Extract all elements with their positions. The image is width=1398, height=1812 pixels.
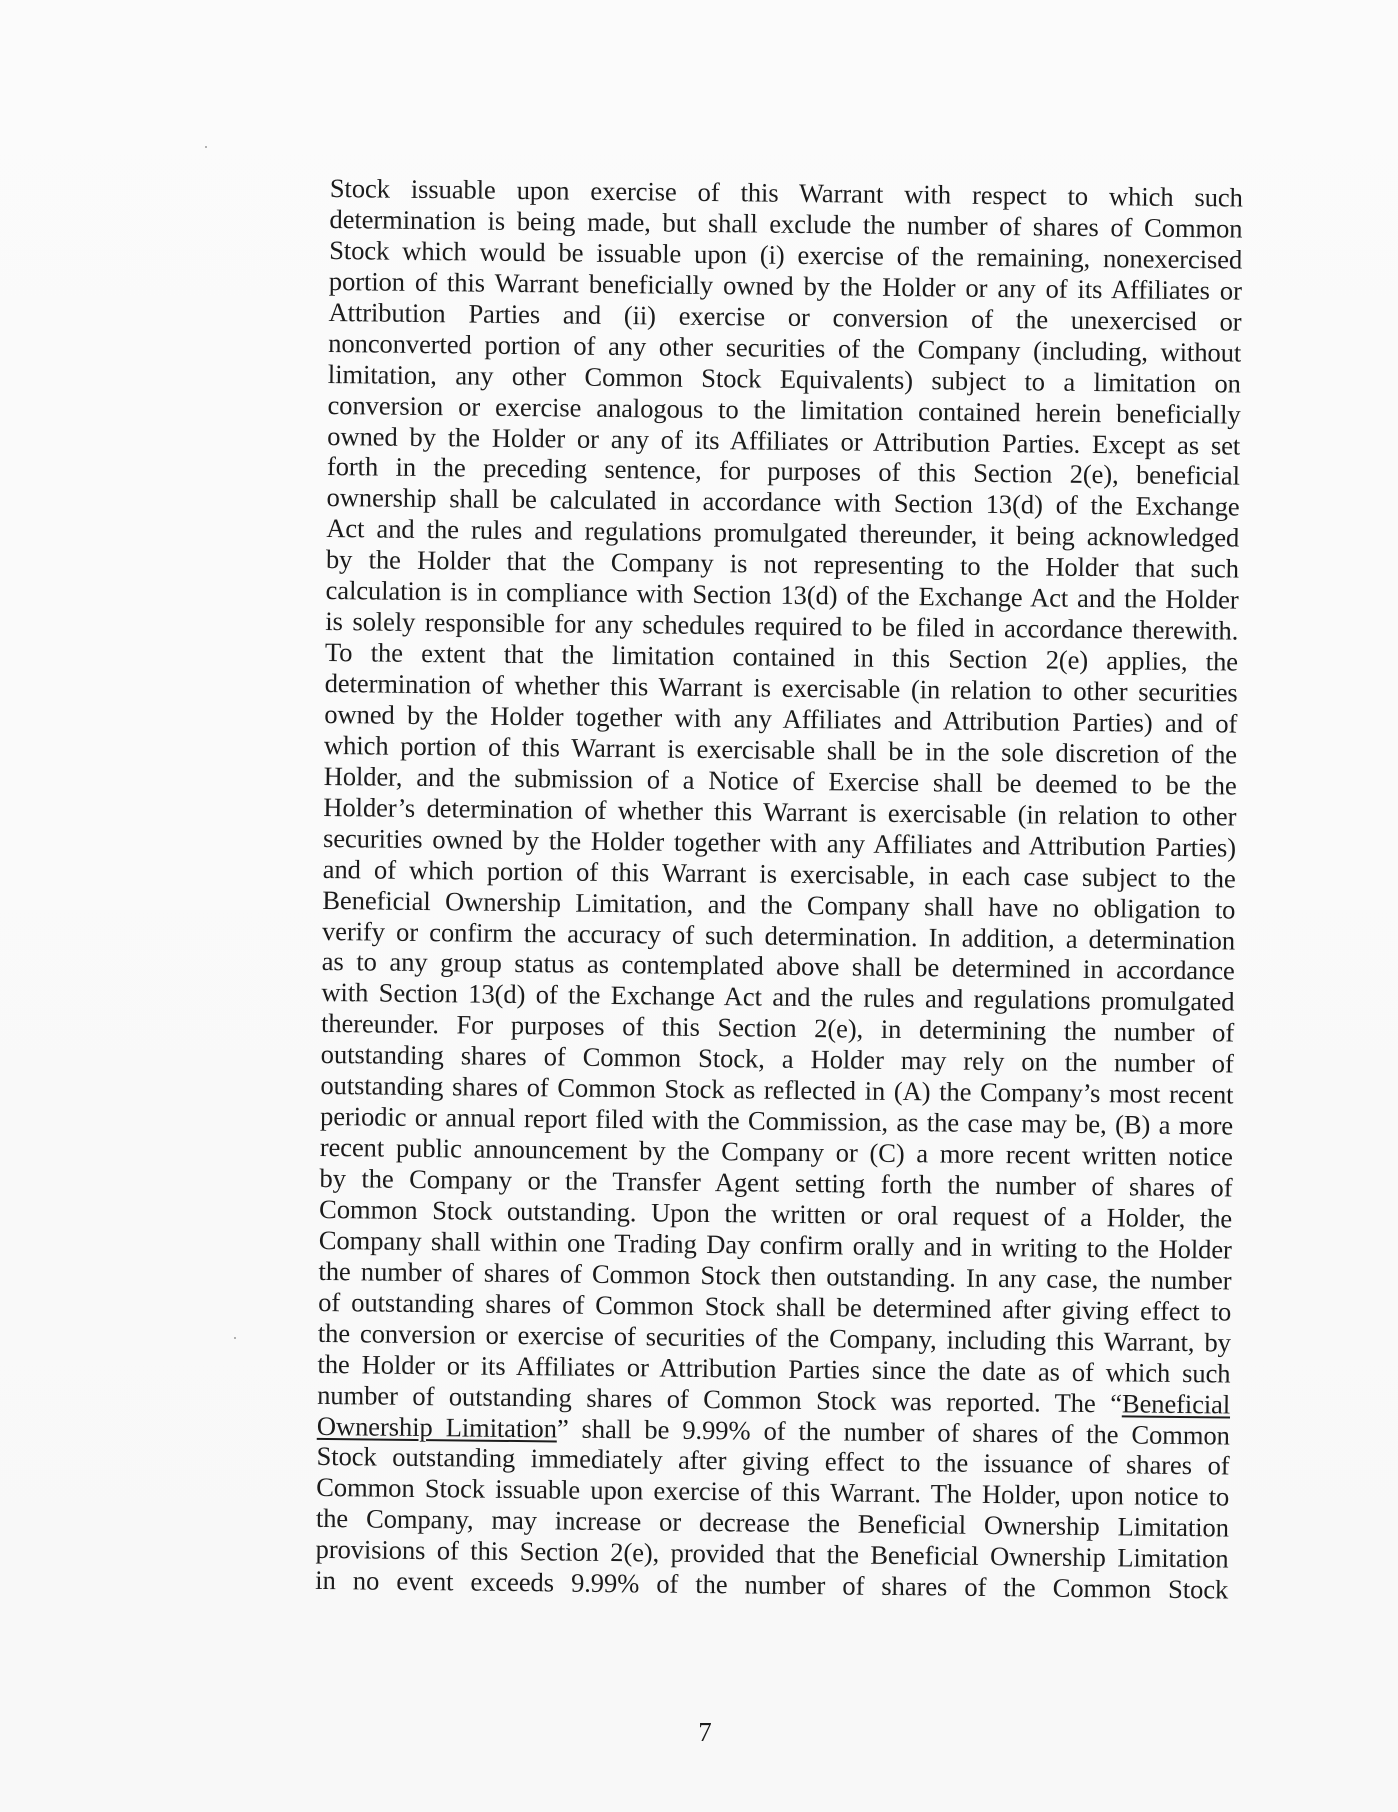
text-line: portion of this Warrant beneficially owned by the Holder or any of its Affiliates or bbox=[328, 265, 1242, 306]
scan-speck bbox=[234, 1337, 236, 1339]
text-line: Holder’s determination of whether this Warrant is exercisable (in relation to other bbox=[323, 791, 1237, 832]
text-line: Company shall within one Trading Day confirm orally and in writing to the Holder bbox=[318, 1224, 1232, 1265]
text-line: conversion or exercise analogous to the limitation contained herein beneficially bbox=[327, 389, 1241, 430]
text-line: securities owned by the Holder together with any Affiliates and Attribution Parties) bbox=[322, 822, 1237, 863]
text-line: periodic or annual report filed with the Commission, as the case may be, (B) a more bbox=[319, 1101, 1234, 1141]
text-line: nonconverted portion of any other securities of the Company (including, without bbox=[328, 327, 1242, 368]
text-line: and of which portion of this Warrant is exercisable, in each case subject to the bbox=[322, 853, 1236, 894]
defined-term-beneficial: Beneficial bbox=[1121, 1387, 1231, 1420]
scan-speck bbox=[205, 146, 207, 148]
text-line: Stock outstanding immediately after giving effect to the issuance of shares of bbox=[316, 1441, 1230, 1481]
text-line: owned by the Holder together with any Affiliates and Attribution Parties) and of bbox=[324, 698, 1238, 739]
text-line: Beneficial Ownership Limitation, and the Company shall have no obligation to bbox=[322, 884, 1236, 925]
text-line: the Holder or its Affiliates or Attribution Parties since the date as of which such bbox=[317, 1348, 1231, 1389]
text-line: Common Stock issuable upon exercise of this Warrant. The Holder, upon notice to bbox=[316, 1472, 1230, 1512]
text-line: outstanding shares of Common Stock as reflected in (A) the Company’s most recent bbox=[320, 1070, 1234, 1110]
text-line: thereunder. For purposes of this Section 2(e), in determining the number of bbox=[320, 1008, 1235, 1048]
text-line: is solely responsible for any schedules required to be filed in accordance therewith. bbox=[325, 606, 1239, 646]
text-line: To the extent that the limitation contained in this Section 2(e) applies, the bbox=[324, 637, 1239, 677]
text-line: Stock issuable upon exercise of this Warrant with respect to which such bbox=[329, 173, 1243, 213]
text-line: Holder, and the submission of a Notice of Exercise shall be deemed to be the bbox=[323, 760, 1237, 801]
text-line: of outstanding shares of Common Stock shall be determined after giving effect to bbox=[318, 1286, 1232, 1327]
text-line: ownership shall be calculated in accordance with Section 13(d) of the Exchange bbox=[326, 482, 1240, 522]
text-fragment: number of outstanding shares of Common Stock was reported. The “ bbox=[317, 1379, 1123, 1418]
text-fragment: ” shall be 9.99% of the number of shares of the Common bbox=[556, 1412, 1230, 1450]
text-line: owned by the Holder or any of its Affiliates or Attribution Parties. Except as set bbox=[327, 420, 1241, 461]
text-line: Attribution Parties and (ii) exercise or conversion of the unexercised or bbox=[328, 296, 1242, 337]
text-line: Common Stock outstanding. Upon the written or oral request of a Holder, the bbox=[318, 1193, 1233, 1234]
text-line: determination of whether this Warrant is exercisable (in relation to other securities bbox=[324, 667, 1238, 708]
text-line: Stock which would be issuable upon (i) exercise of the remaining, nonexercised bbox=[329, 234, 1243, 275]
text-line: verify or confirm the accuracy of such determination. In addition, a determination bbox=[321, 915, 1236, 956]
text-line: recent public announcement by the Company or (C) a more recent written notice bbox=[319, 1132, 1233, 1172]
text-line: by the Holder that the Company is not representing to the Holder that such bbox=[325, 544, 1240, 584]
text-line: calculation is in compliance with Section 13(d) of the Exchange Act and the Holder bbox=[325, 575, 1239, 615]
text-line: Act and the rules and regulations promulgated thereunder, it being acknowledged bbox=[326, 513, 1240, 553]
text-line: outstanding shares of Common Stock, a Holder may rely on the number of bbox=[320, 1039, 1234, 1079]
text-line: the conversion or exercise of securities of the Company, including this Warrant, by bbox=[317, 1317, 1231, 1358]
page-number: 7 bbox=[698, 1717, 712, 1747]
text-line: which portion of this Warrant is exercisable shall be in the sole discretion of the bbox=[323, 729, 1238, 770]
text-line: as to any group status as contemplated above shall be determined in accordance bbox=[321, 946, 1235, 986]
body-paragraph bbox=[315, 173, 1243, 1606]
text-line: provisions of this Section 2(e), provided that the Beneficial Ownership Limitation bbox=[315, 1534, 1229, 1574]
text-line: the number of shares of Common Stock then outstanding. In any case, the number bbox=[318, 1255, 1232, 1296]
text-line: in no event exceeds 9.99% of the number of shares of the Common Stock bbox=[315, 1565, 1229, 1605]
text-line: by the Company or the Transfer Agent setting forth the number of shares of bbox=[319, 1162, 1233, 1203]
defined-term-ownership-limitation: Ownership Limitation bbox=[316, 1410, 558, 1443]
text-line: with Section 13(d) of the Exchange Act and the rules and regulations promulgated bbox=[321, 977, 1235, 1017]
text-line: forth in the preceding sentence, for purposes of this Section 2(e), beneficial bbox=[326, 451, 1241, 491]
text-line: determination is being made, but shall exclude the number of shares of Common bbox=[329, 203, 1243, 244]
text-line: the Company, may increase or decrease the Beneficial Ownership Limitation bbox=[315, 1503, 1230, 1543]
text-line: limitation, any other Common Stock Equivalents) subject to a limitation on bbox=[327, 358, 1242, 399]
